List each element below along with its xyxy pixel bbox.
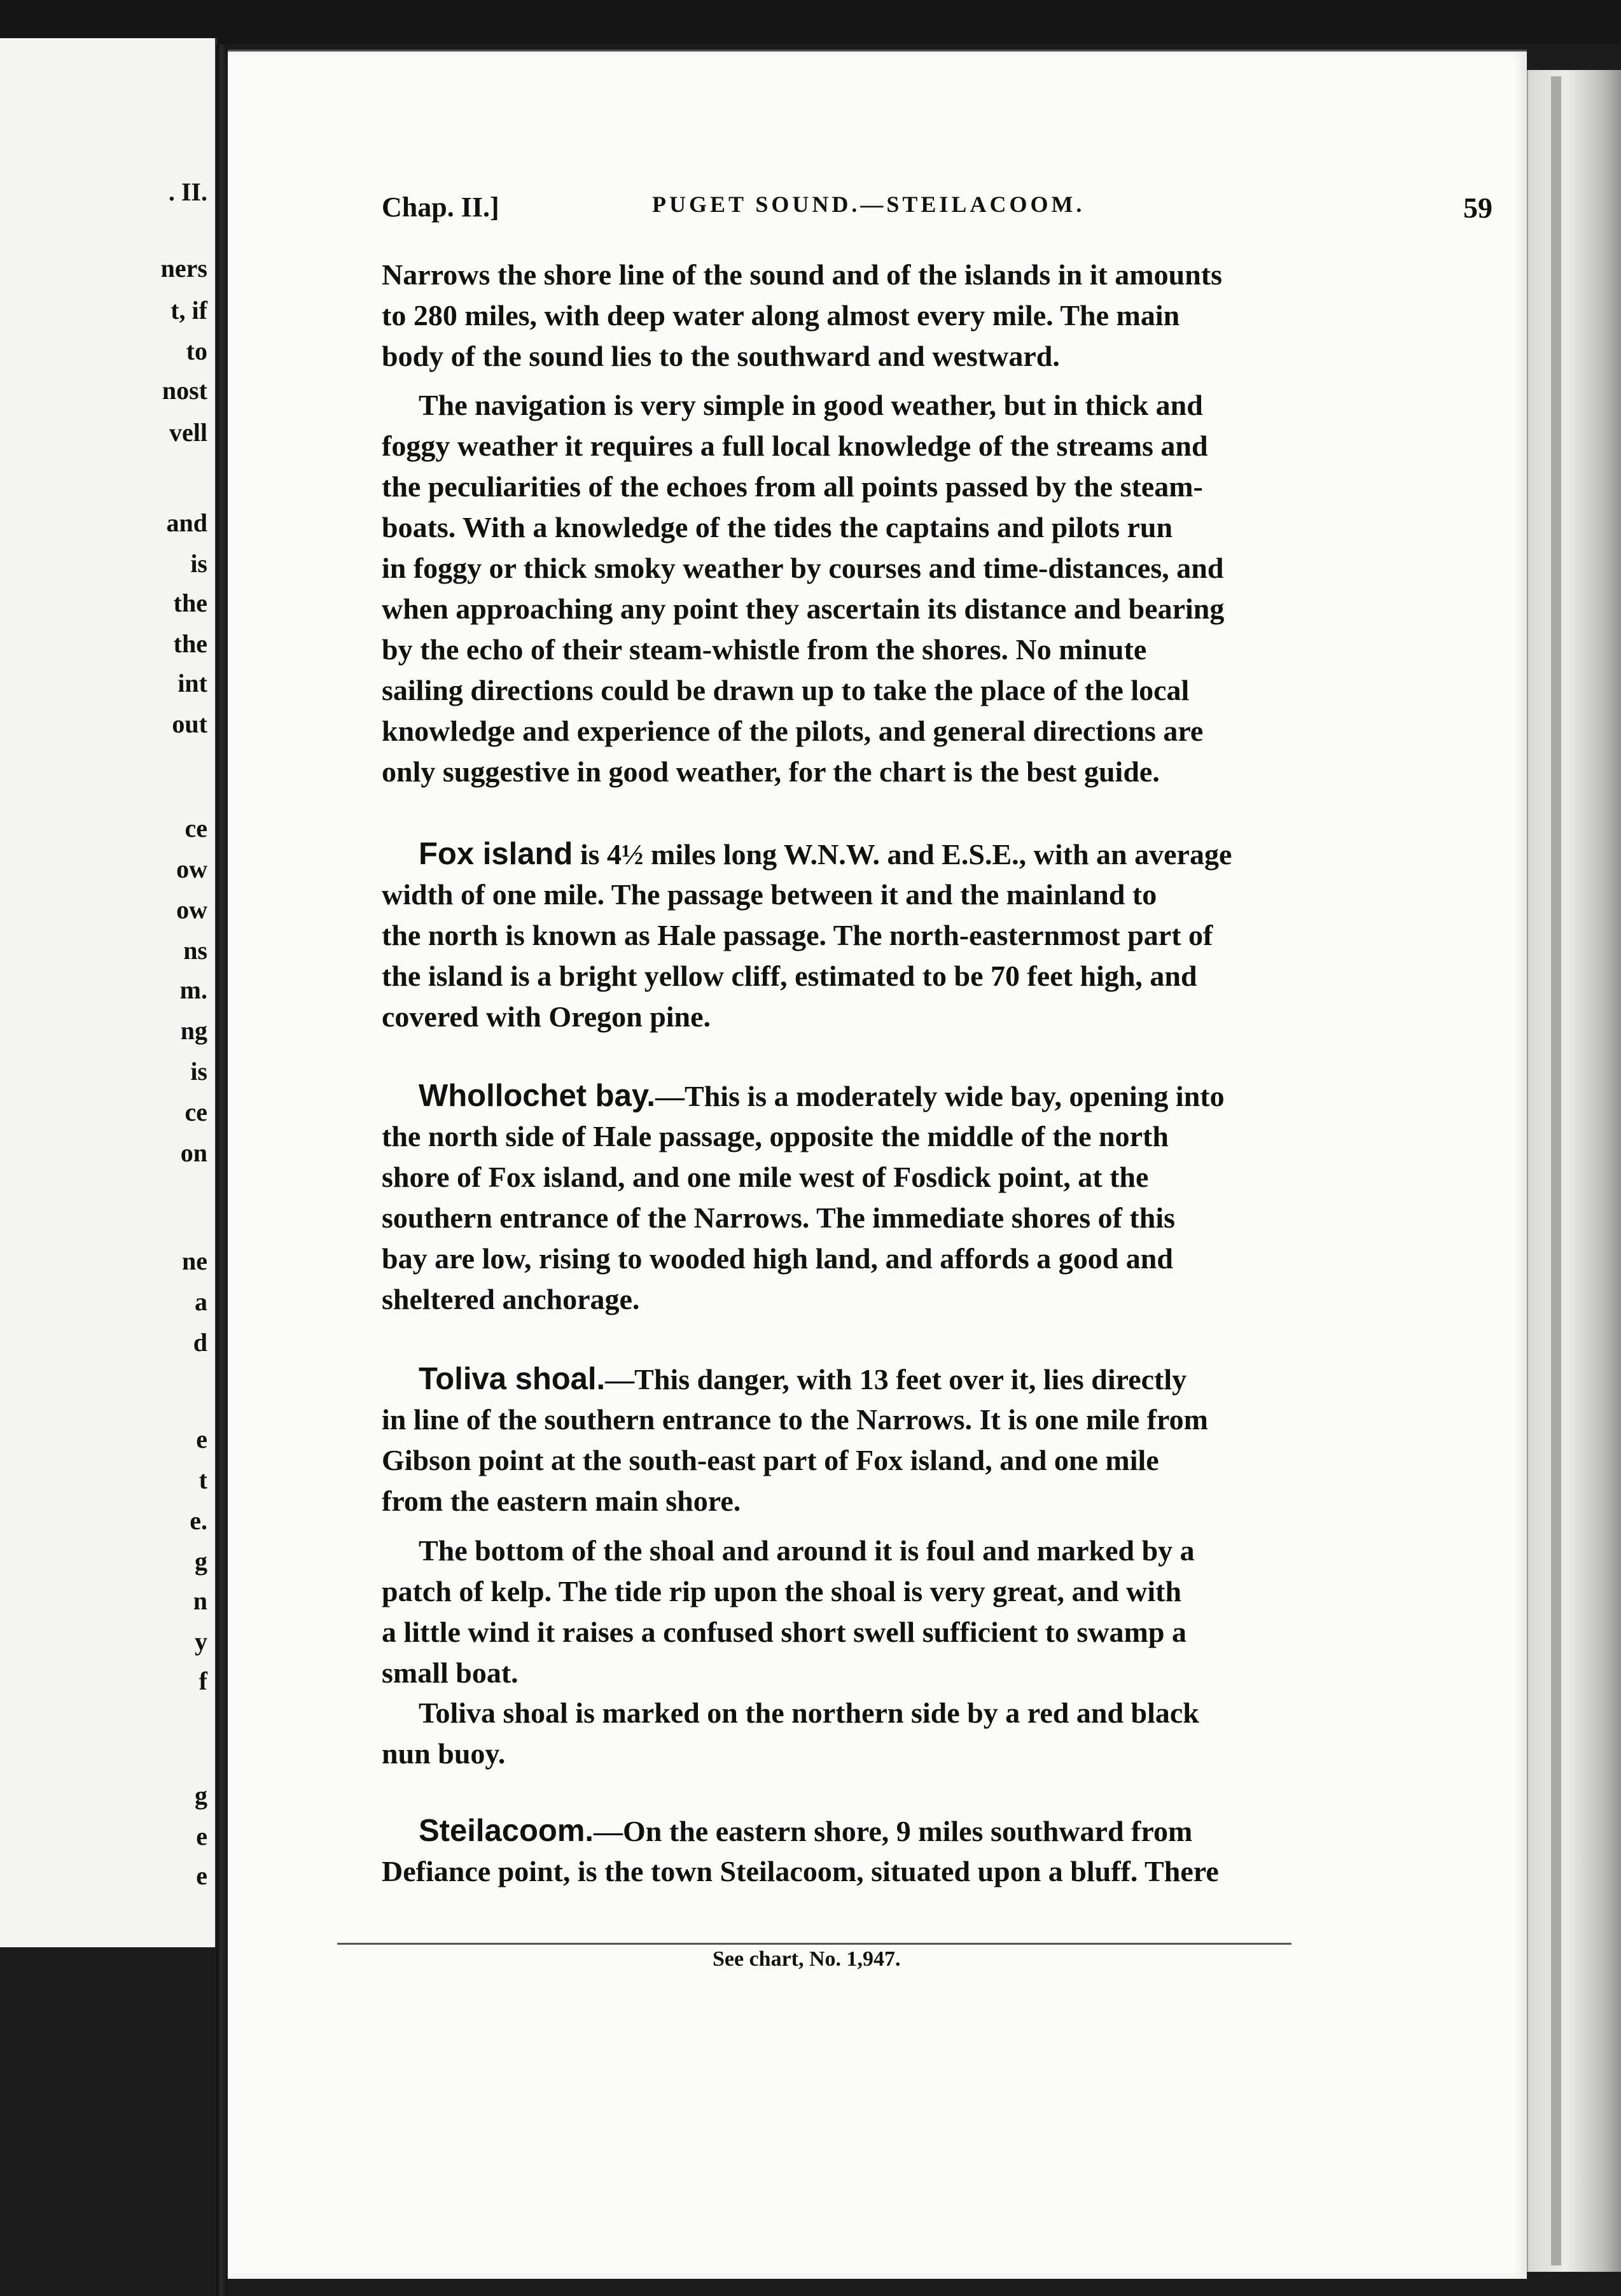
line-text: width of one mile. The passage between it and the mainland to: [382, 878, 1157, 911]
facing-page-fragment: and: [166, 508, 207, 537]
facing-page-fragment: ns: [183, 936, 207, 965]
text-line: [382, 1693, 1323, 1733]
section-heading: Whollochet bay.: [419, 1079, 656, 1113]
text-line: [382, 255, 1323, 295]
text-line: [382, 295, 1323, 336]
facing-page-fragment: on: [180, 1138, 207, 1167]
page-stack-strip: [1551, 76, 1561, 2265]
running-header: [382, 191, 1578, 229]
text-line: [382, 1530, 1323, 1571]
scan-background-top: [0, 0, 1621, 45]
text-line: [382, 915, 1323, 956]
facing-page-fragment: to: [186, 337, 207, 365]
line-text: the peculiarities of the echoes from all points passed by the steam-: [382, 470, 1203, 503]
facing-page-fragment: ce: [184, 1098, 207, 1126]
page-number: 59: [1463, 192, 1492, 224]
facing-page-fragment: is: [190, 1057, 207, 1086]
text-line: [382, 336, 1323, 377]
line-text: The navigation is very simple in good weather, but in thick and: [419, 389, 1203, 421]
text-line: [382, 1653, 1323, 1693]
text-line: [382, 1157, 1323, 1198]
facing-page-fragment: n: [193, 1586, 207, 1615]
text-line: [382, 507, 1323, 548]
book-gutter: [216, 45, 228, 2296]
paragraph: [382, 385, 1323, 792]
line-text: foggy weather it requires a full local knowledge of the streams and: [382, 430, 1208, 462]
section-heading: Steilacoom.: [419, 1814, 594, 1848]
line-text: Gibson point at the south-east part of Fox island, and one mile: [382, 1444, 1159, 1476]
facing-page-fragment: ce: [184, 814, 207, 843]
facing-page-fragment: ne: [182, 1247, 207, 1275]
text-line: [382, 670, 1323, 711]
line-text: to 280 miles, with deep water along almost every mile. The main: [382, 299, 1180, 332]
line-text: by the echo of their steam-whistle from the shores. No minute: [382, 633, 1147, 666]
text-line: [382, 629, 1323, 670]
line-text: patch of kelp. The tide rip upon the shoal is very great, and with: [382, 1575, 1182, 1607]
facing-page-fragment: y: [195, 1627, 207, 1656]
facing-page-fragment: e: [196, 1861, 207, 1890]
facing-page-fragment: e.: [190, 1506, 207, 1535]
line-text: bay are low, rising to wooded high land, and affords a good and: [382, 1242, 1173, 1275]
text-line: [382, 1238, 1323, 1279]
line-text: southern entrance of the Narrows. The immediate shores of this: [382, 1201, 1176, 1234]
line-text: the north is known as Hale passage. The north-easternmost part of: [382, 919, 1213, 951]
section-heading: Fox island: [419, 837, 573, 871]
text-line: [382, 589, 1323, 629]
text-line: [382, 548, 1323, 589]
line-text: The bottom of the shoal and around it is foul and marked by a: [419, 1534, 1195, 1567]
line-text: shore of Fox island, and one mile west of Fosdick point, at the: [382, 1161, 1149, 1193]
line-text: Narrows the shore line of the sound and of the islands in it amounts: [382, 258, 1222, 291]
running-title: PUGET SOUND.—STEILACOOM.: [652, 192, 1085, 217]
facing-page-fragment: the: [173, 589, 207, 617]
facing-page-fragment: a: [195, 1287, 207, 1316]
line-text: Toliva shoal is marked on the northern side by a red and black: [419, 1697, 1199, 1729]
facing-page-fragment: ng: [180, 1016, 207, 1045]
text-line: [382, 1279, 1323, 1320]
line-text: from the eastern main shore.: [382, 1485, 741, 1517]
line-text: small boat.: [382, 1656, 518, 1689]
text-line: [382, 1612, 1323, 1653]
facing-page-text-fragments: [0, 172, 215, 1954]
line-text: body of the sound lies to the southward and westward.: [382, 340, 1060, 372]
facing-page-fragment: . II.: [168, 178, 207, 206]
facing-page-fragment: ners: [160, 254, 207, 283]
line-text: knowledge and experience of the pilots, and general directions are: [382, 715, 1204, 747]
text-line: [382, 1198, 1323, 1238]
page-stack-edge: [1527, 70, 1621, 2272]
line-text: the island is a bright yellow cliff, estimated to be 70 feet high, and: [382, 960, 1197, 992]
facing-page-fragment: is: [190, 549, 207, 578]
text-line: [382, 956, 1323, 997]
line-text: is 4½ miles long W.N.W. and E.S.E., with an average: [573, 838, 1232, 871]
line-text: boats. With a knowledge of the tides the captains and pilots run: [382, 511, 1173, 543]
paragraph: [382, 834, 1323, 1037]
text-line: [382, 1733, 1323, 1774]
text-line: [382, 1359, 1323, 1399]
paragraph: [382, 1693, 1323, 1774]
facing-page-fragment: vell: [169, 418, 207, 447]
text-line: [382, 711, 1323, 752]
text-line: [382, 1810, 1323, 1851]
facing-page-fragment: ow: [176, 895, 207, 924]
line-text: in foggy or thick smoky weather by courses and time-distances, and: [382, 552, 1224, 584]
line-text: a little wind it raises a confused short swell sufficient to swamp a: [382, 1616, 1186, 1648]
line-text: Defiance point, is the town Steilacoom, situated upon a bluff. There: [382, 1855, 1219, 1887]
facing-page-fragment: out: [172, 710, 207, 738]
facing-page-fragment: nost: [162, 376, 207, 405]
facing-page-fragment: e: [196, 1822, 207, 1851]
text-line: [382, 1851, 1323, 1892]
section-heading: Toliva shoal.: [419, 1362, 606, 1396]
text-line: [382, 834, 1323, 874]
facing-page-fragment: the: [173, 629, 207, 658]
paragraph: [382, 1810, 1323, 1892]
line-text: covered with Oregon pine.: [382, 1000, 711, 1033]
text-line: [382, 752, 1323, 792]
line-text: only suggestive in good weather, for the chart is the best guide.: [382, 755, 1160, 788]
text-line: [382, 385, 1323, 426]
facing-page-fragment: f: [198, 1667, 207, 1695]
text-line: [382, 1399, 1323, 1440]
paragraph: [382, 1359, 1323, 1522]
text-line: [382, 874, 1323, 915]
text-line: [382, 466, 1323, 507]
facing-page-fragment: d: [193, 1328, 207, 1357]
facing-page-fragment: ow: [176, 855, 207, 883]
text-line: [382, 1481, 1323, 1522]
line-text: sailing directions could be drawn up to take the place of the local: [382, 674, 1190, 706]
facing-page-fragment: g: [195, 1781, 207, 1810]
line-text: —This is a moderately wide bay, opening into: [655, 1080, 1225, 1112]
chapter-label: Chap. II.]: [382, 192, 499, 223]
facing-page-fragment: m.: [179, 976, 207, 1004]
text-line: [382, 426, 1323, 466]
text-line: [382, 1440, 1323, 1481]
line-text: the north side of Hale passage, opposite the middle of the north: [382, 1120, 1169, 1152]
facing-page-fragment: t: [198, 1466, 207, 1494]
facing-page-fragment: t, if: [170, 296, 207, 325]
text-line: [382, 1075, 1323, 1116]
line-text: sheltered anchorage.: [382, 1283, 640, 1315]
text-line: [382, 1116, 1323, 1157]
text-line: [382, 1571, 1323, 1612]
facing-page-fragment: e: [196, 1425, 207, 1453]
line-text: —This danger, with 13 feet over it, lies directly: [605, 1363, 1187, 1396]
chart-reference-footer: See chart, No. 1,947.: [713, 1947, 901, 1971]
line-text: —On the eastern shore, 9 miles southward from: [594, 1815, 1193, 1847]
paragraph: [382, 255, 1323, 377]
line-text: in line of the southern entrance to the Narrows. It is one mile from: [382, 1403, 1208, 1436]
facing-page-fragment: int: [177, 669, 207, 697]
line-text: when approaching any point they ascertain its distance and bearing: [382, 592, 1225, 625]
facing-page-fragment: g: [195, 1547, 207, 1576]
footer-rule: [337, 1943, 1291, 1945]
text-line: [382, 997, 1323, 1037]
paragraph: [382, 1075, 1323, 1320]
line-text: nun buoy.: [382, 1737, 506, 1770]
paragraph: [382, 1530, 1323, 1693]
